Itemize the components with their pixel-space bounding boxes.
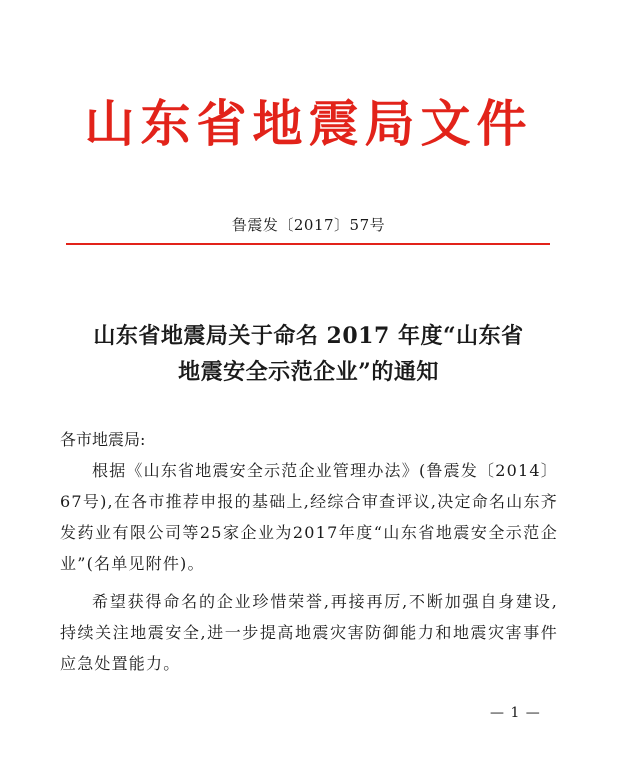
red-divider-line (66, 243, 550, 245)
addressee: 各市地震局: (60, 430, 146, 449)
document-masthead: 山东省地震局文件 (84, 94, 533, 153)
notice-title-line-1: 山东省地震局关于命名 2017 年度“山东省 (93, 323, 524, 349)
body-paragraph-1: 根据《山东省地震安全示范企业管理办法》(鲁震发〔2014〕67号),在各市推荐申报的基础上,经综合审查评议,决定命名山东齐发药业有限公司等25家企业为2017年度“山东省地震安全示范企业”(名单见附件)。 (60, 461, 558, 573)
document-number: 鲁震发〔2017〕57号 (231, 216, 386, 234)
page-number: — 1 — (490, 705, 541, 721)
body-paragraph-2: 希望获得命名的企业珍惜荣誉,再接再厉,不断加强自身建设,持续关注地震安全,进一步提高地震灾害防御能力和地震灾害事件应急处置能力。 (60, 592, 558, 673)
notice-title-line-2: 地震安全示范企业”的通知 (178, 359, 439, 385)
notice-title (40, 318, 577, 390)
